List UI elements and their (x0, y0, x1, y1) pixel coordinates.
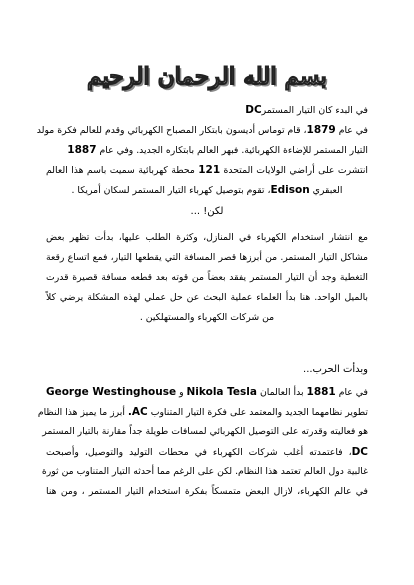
line-text: بدأ العالمان (256, 387, 307, 398)
paragraph-line: في عالم الكهرباء، لازال البعض متمسكاً بفكرة استخدام التيار المستمر ، ومن هنا (46, 486, 368, 497)
heading-war-began: وبدأت الحرب... (303, 364, 368, 375)
heading-but: لكن! ... (190, 206, 224, 217)
line-text: ، تقوم بتوصيل كهرباء التيار المستمر لسكان أمريكا . (71, 185, 271, 196)
line-text: العبقري (309, 185, 343, 196)
line-text: محطة كهربائية سميت باسم هذا العالم (46, 165, 199, 176)
line-text: انتشرت على أراضي الولايات المتحدة (220, 165, 369, 176)
paragraph-line (36, 120, 368, 140)
term-ac: AC. (127, 406, 148, 418)
paragraph-line (46, 382, 368, 402)
year-1881: 1881 (306, 386, 336, 398)
line-text: أبرز ما يميز هذا النظام (37, 407, 128, 418)
line-text: ، قام توماس أديسون بابتكار المصباح الكهربائي وقدم للعالم فكرة مولد (36, 125, 307, 136)
paragraph-line (46, 442, 368, 462)
intro-line (46, 100, 368, 120)
line-text: و (176, 387, 187, 398)
term-dc: DC (245, 104, 262, 116)
line-text: في عام (335, 387, 368, 398)
paragraph-line (46, 160, 368, 180)
paragraph-line (37, 402, 368, 422)
paragraph-dc-origins (36, 100, 369, 200)
paragraph-ac-war (37, 382, 368, 502)
line-text: ، فاعتمدته أغلب شركات الكهرباء في محطات التوليد والتوصيل، وأصبحت (46, 447, 352, 458)
station-count: 121 (198, 164, 221, 176)
paragraph-line (46, 140, 368, 160)
line-text: التيار المستمر للإضاءة الكهربائية. فبهر العالم بابتكاره الجديد. وفي عام (96, 145, 368, 156)
intro-text: في البدء كان التيار المستمر (261, 105, 368, 116)
basmala-calligraphy: بسم الله الرحمان الرحيم (87, 63, 327, 90)
year-1879: 1879 (306, 124, 336, 136)
paragraph-line: مشاكل التيار المستمر. من أبرزها قصر المسافة التي يقطعها التيار، فمع اتساع رقعة (46, 252, 368, 263)
paragraph-line: بالميل الواحد. هنا بدأ العلماء عملية البحث عن حل عملي لهذه المشكلة يرضي كلاً (46, 292, 368, 303)
line-text: في عام (335, 125, 368, 136)
paragraph-line: مع انتشار استخدام الكهرباء في المنازل، وكثرة الطلب عليها، بدأت تظهر بعض (46, 232, 368, 243)
paragraph-line: غالبية دول العالم تعتمد هذا النظام. لكن على الرغم مما أحدثه التيار المتناوب من ثورة (41, 466, 368, 477)
name-edison: Edison (270, 184, 310, 196)
paragraph-line: هو فعاليته وقدرته على التوصيل الكهربائي لمسافات طويلة جداً مقارنة بالتيار المستمر (42, 426, 368, 437)
paragraph-line (46, 180, 368, 200)
line-text: تطوير نظامهما الجديد والمعتمد على فكرة التيار المتناوب (147, 407, 368, 418)
name-westinghouse: George Westinghouse (45, 386, 177, 398)
year-1887: 1887 (67, 144, 97, 156)
term-dc: DC (351, 446, 368, 458)
paragraph-dc-problems (46, 228, 368, 328)
paragraph-line: التغطية وجد أن التيار المستمر يفقد بعضاً من قوته بعد قطعه مسافة قصيرة قدرت (46, 272, 368, 283)
name-tesla: Nikola Tesla (186, 386, 257, 398)
paragraph-line: من شركات الكهرباء والمستهلكين . (139, 312, 275, 323)
